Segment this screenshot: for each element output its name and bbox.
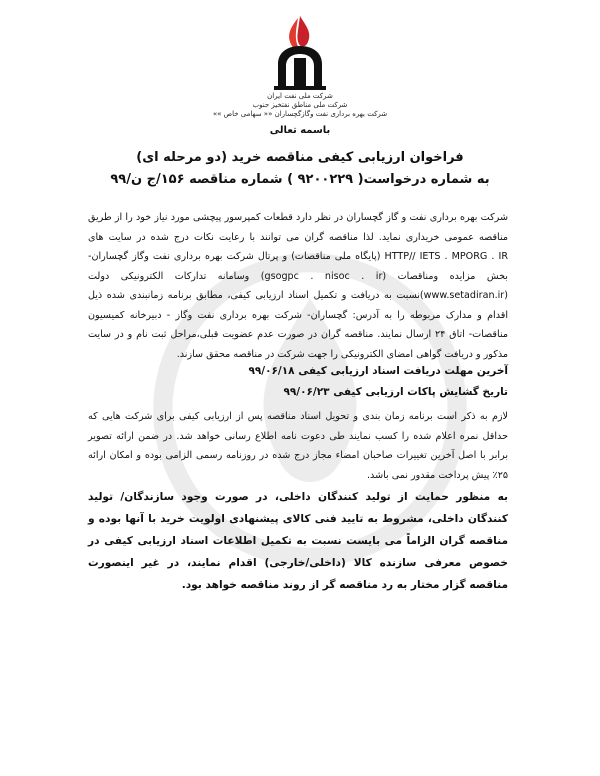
org-line-3: شرکت بهره برداری نفت وگازگچساران «« سهامی خاص »» (212, 110, 388, 118)
paragraph-2: لازم به ذکر است برنامه زمان بندی و تحویل اسناد مناقصه پس از ارزیابی کیفی برای شرکت هایی که حداقل نمره اعلام شده را کسب نمایند طی دعوت نامه اطلاع رسانی خواهد شد. در ضمن ارائه تصویر برابر با اصل آخرین تغییرات صاحبان امضاء مجاز درج شده در روزنامه رسمی الزامی بوده و امکان ارائه ۲۵٪ پیش پرداخت مقدور نمی باشد. (88, 411, 508, 481)
org-line-2: شرکت ملی مناطق نفتخیز جنوب (252, 101, 348, 109)
paragraph-3: به منظور حمایت از تولید کنندگان داخلی، در صورت وجود سازندگان/ تولید کنندگان داخلی، مشروط به تایید فنی کالای پیشنهادی اولویت خرید با آنها بوده و مناقصه گران الزاماً می بایست نسبت به تکمیل اطلاعات اسناد ارزیابی کیفی در خصوص معرفی سازنده کالا (داخلی/خارجی) اقدام نمایند، در غیر اینصورت مناقصه گزار مختار به رد مناقصه گر از روند مناقصه خواهد بود. (88, 491, 508, 591)
besmellah-heading: باسمه تعالی (269, 125, 331, 136)
title-line-2: به شماره درخواست( ۹۲۰۰۲۲۹ ) شماره مناقصه ۱۵۶/ج ن/۹۹ (110, 172, 490, 187)
org-line-1: شرکت ملی نفت ایران (267, 92, 333, 100)
title-line-1: فراخوان ارزیابی کیفی مناقصه خرید (دو مرحله ای) (136, 150, 464, 165)
deadline-open: تاریخ گشایش پاکات ارزیابی کیفی ۹۹/۰۶/۲۳ (283, 386, 508, 398)
paragraph-1: شرکت بهره برداری نفت و گاز گچساران در نظر دارد قطعات کمپرسور پیچشی مورد نیاز خود را از طریق مناقصه عمومی خریداری نماید. لذا مناقصه گران می توانند با رعایت نکات درج شده در سایت های HTTP// IETS . MPORG . IR (پایگاه ملی مناقصات) و پرتال شرکت بهره برداری نفت وگاز گچساران- بخش مزایده ومناقصات (gsogpc . nisoc . ir) وسامانه تدارکات الکترونیکی دولت (www.setadiran.ir)نسبت به دریافت و تکمیل اسناد ارزیابی کیفی، مطابق برنامه زمانبندی شده ذیل اقدام و مدارک مربوطه را به آدرس: گچساران- شرکت بهره برداری نفت وگاز - دبیرخانه کمیسیون مناقصات- اتاق ۲۴ ارسال نمایند. مناقصه گران در صورت عدم عضویت قبلی،مراحل ثبت نام و در سایت مذکور و دریافت گواهی امضای الکترونیکی را جهت شرکت در مناقصه محقق سازند. (88, 212, 508, 360)
nioc-flame-logo-icon (268, 14, 332, 94)
deadline-receive: آخرین مهلت دریافت اسناد ارزیابی کیفی ۹۹/۰۶/۱۸ (248, 365, 508, 377)
